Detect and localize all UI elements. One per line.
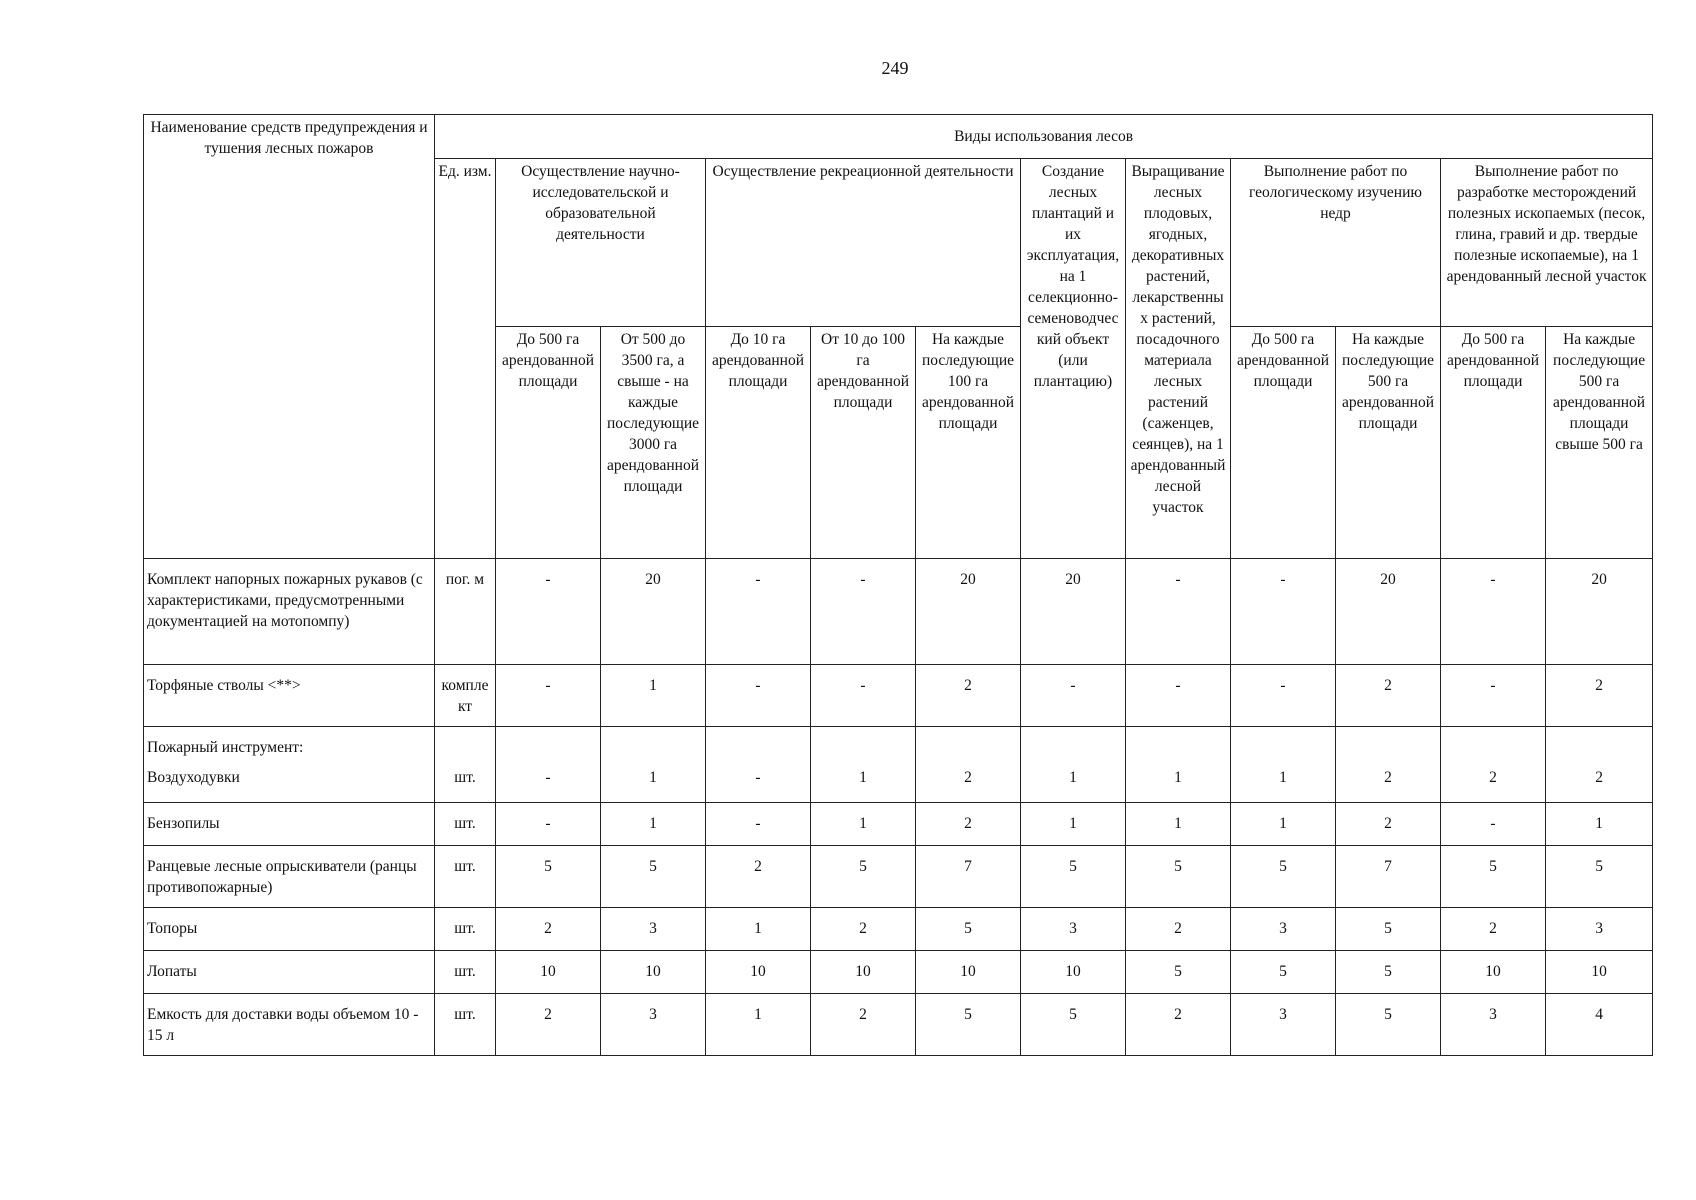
table-cell: - (1441, 803, 1546, 846)
table-cell: - (496, 765, 601, 803)
group-growing-header: Выращивание лесных плодовых, ягодных, декоративных растений, лекарственных растений, посадочного материала лесных растений (саженцев, сеянцев), на 1 арендованный лесной участок (1126, 159, 1231, 559)
table-cell: 3 (601, 908, 706, 951)
table-cell: 2 (916, 765, 1021, 803)
row-name: Емкость для доставки воды объемом 10 - 15 л (144, 994, 435, 1056)
table-cell: 1 (706, 994, 811, 1056)
table-cell: 3 (1231, 908, 1336, 951)
row-name: Топоры (144, 908, 435, 951)
table-cell: 2 (1546, 665, 1653, 727)
table-cell: 2 (811, 908, 916, 951)
table-cell: 4 (1546, 994, 1653, 1056)
table-cell: 2 (1441, 908, 1546, 951)
table-cell: - (811, 559, 916, 665)
table-cell: 20 (1021, 559, 1126, 665)
table-cell: - (1441, 559, 1546, 665)
table-cell: 5 (1126, 846, 1231, 908)
table-cell: - (1126, 665, 1231, 727)
table-cell: 2 (496, 908, 601, 951)
uses-title-header: Виды использования лесов (435, 115, 1653, 159)
table-cell: 5 (1021, 994, 1126, 1056)
table-cell: 1 (811, 803, 916, 846)
table-cell: 2 (1546, 765, 1653, 803)
group-mining-header: Выполнение работ по разработке месторождений полезных ископаемых (песок, глина, гравий и др. твердые полезные ископаемые), на 1 арендованный лесной участок (1441, 159, 1653, 327)
table-cell: 1 (811, 765, 916, 803)
header-row-1 (144, 115, 1653, 159)
row-name: Воздуходувки (144, 765, 435, 803)
table-cell: 5 (496, 846, 601, 908)
row-name: Лопаты (144, 951, 435, 994)
table-cell: 3 (1021, 908, 1126, 951)
table-cell: 20 (1336, 559, 1441, 665)
table-cell (1546, 727, 1653, 765)
table-row (144, 765, 1653, 803)
table-cell: 2 (1441, 765, 1546, 803)
table-cell: - (706, 765, 811, 803)
table-cell: - (706, 803, 811, 846)
row-unit: шт. (435, 908, 496, 951)
table-cell: 2 (811, 994, 916, 1056)
table-cell: 5 (1336, 951, 1441, 994)
table-cell (435, 727, 496, 765)
table-cell: 3 (1231, 994, 1336, 1056)
table-cell: 20 (601, 559, 706, 665)
table-cell: - (1126, 559, 1231, 665)
name-column-header: Наименование средств предупреждения и тушения лесных пожаров (144, 115, 435, 559)
row-unit: шт. (435, 994, 496, 1056)
sub-recreation-c-header: На каждые последующие 100 га арендованной площади (916, 327, 1021, 559)
group-science-header: Осуществление научно-исследовательской и образовательной деятельности (496, 159, 706, 327)
table-cell: 5 (811, 846, 916, 908)
group-recreation-header: Осуществление рекреационной деятельности (706, 159, 1021, 327)
table-row (144, 803, 1653, 846)
table-cell: 2 (916, 803, 1021, 846)
table-cell: 20 (916, 559, 1021, 665)
table-row (144, 665, 1653, 727)
table-cell: 2 (496, 994, 601, 1056)
table-cell: 1 (1231, 803, 1336, 846)
table-cell: - (1021, 665, 1126, 727)
table-cell: 3 (601, 994, 706, 1056)
sub-mining-a-header: До 500 га арендованной площади (1441, 327, 1546, 559)
table-row (144, 727, 1653, 765)
table-cell (706, 727, 811, 765)
table-cell: 1 (1546, 803, 1653, 846)
table-cell: 1 (601, 765, 706, 803)
table-cell (496, 727, 601, 765)
table-cell: - (1231, 665, 1336, 727)
table-cell: 5 (601, 846, 706, 908)
table-row (144, 846, 1653, 908)
table-cell: 2 (1336, 665, 1441, 727)
table-cell: 5 (1021, 846, 1126, 908)
table-cell: 3 (1546, 908, 1653, 951)
table-cell: - (1441, 665, 1546, 727)
table-cell: 10 (706, 951, 811, 994)
row-group-heading: Пожарный инструмент: (144, 727, 435, 765)
row-unit: шт. (435, 951, 496, 994)
table-row (144, 559, 1653, 665)
sub-science-a-header: До 500 га арендованной площади (496, 327, 601, 559)
group-plantations-header: Создание лесных плантаций и их эксплуатация, на 1 селекционно-семеноводческий объект (или плантацию) (1021, 159, 1126, 559)
table-cell (1441, 727, 1546, 765)
table-cell: - (1231, 559, 1336, 665)
unit-column-header: Ед. изм. (435, 159, 496, 559)
forest-fire-equipment-table (143, 114, 1653, 1056)
table-cell: 10 (1021, 951, 1126, 994)
table-cell: 10 (1441, 951, 1546, 994)
table-cell: 5 (1231, 951, 1336, 994)
table-cell: 1 (1231, 765, 1336, 803)
table-row (144, 951, 1653, 994)
table-cell: 5 (1126, 951, 1231, 994)
table-cell: - (496, 665, 601, 727)
table-cell: 1 (1021, 803, 1126, 846)
table-cell: 2 (1126, 994, 1231, 1056)
table-cell (811, 727, 916, 765)
page-number: 249 (881, 58, 909, 78)
sub-geology-b-header: На каждые последующие 500 га арендованной площади (1336, 327, 1441, 559)
row-unit: комплект (435, 665, 496, 727)
table-cell: 5 (916, 994, 1021, 1056)
row-unit: шт. (435, 846, 496, 908)
table-cell: 1 (601, 665, 706, 727)
table-cell: 1 (601, 803, 706, 846)
table-row (144, 908, 1653, 951)
table-cell: 20 (1546, 559, 1653, 665)
row-unit: шт. (435, 765, 496, 803)
table-cell (1126, 727, 1231, 765)
table-cell: 1 (1126, 765, 1231, 803)
table-cell: 5 (916, 908, 1021, 951)
table-cell (601, 727, 706, 765)
table-cell: 7 (916, 846, 1021, 908)
table-cell: - (496, 803, 601, 846)
row-name: Бензопилы (144, 803, 435, 846)
table-cell: 10 (916, 951, 1021, 994)
table-row (144, 994, 1653, 1056)
row-name: Комплект напорных пожарных рукавов (с характеристиками, предусмотренными документацией на мотопомпу) (144, 559, 435, 665)
table-cell: 2 (706, 846, 811, 908)
table-cell: 1 (1126, 803, 1231, 846)
table-cell: 10 (601, 951, 706, 994)
sub-mining-b-header: На каждые последующие 500 га арендованной площади свыше 500 га (1546, 327, 1653, 559)
table-cell: 2 (1126, 908, 1231, 951)
table-cell (1231, 727, 1336, 765)
sub-recreation-b-header: От 10 до 100 га арендованной площади (811, 327, 916, 559)
table-cell (1021, 727, 1126, 765)
sub-science-b-header: От 500 до 3500 га, а свыше - на каждые последующие 3000 га арендованной площади (601, 327, 706, 559)
table-cell: 1 (1021, 765, 1126, 803)
row-name: Торфяные стволы <**> (144, 665, 435, 727)
row-name: Ранцевые лесные опрыскиватели (ранцы противопожарные) (144, 846, 435, 908)
table-cell: 5 (1441, 846, 1546, 908)
row-unit: шт. (435, 803, 496, 846)
table-cell: - (706, 559, 811, 665)
table-cell: 10 (811, 951, 916, 994)
table-cell: - (706, 665, 811, 727)
sub-geology-a-header: До 500 га арендованной площади (1231, 327, 1336, 559)
group-geology-header: Выполнение работ по геологическому изучению недр (1231, 159, 1441, 327)
table-cell: 5 (1546, 846, 1653, 908)
table-cell: 2 (1336, 765, 1441, 803)
table-cell: 5 (1231, 846, 1336, 908)
table-cell: 2 (916, 665, 1021, 727)
row-unit: пог. м (435, 559, 496, 665)
table-cell: - (811, 665, 916, 727)
table-cell: 3 (1441, 994, 1546, 1056)
table-cell: 2 (1336, 803, 1441, 846)
table-cell: 5 (1336, 994, 1441, 1056)
table-cell: 1 (706, 908, 811, 951)
table-cell: 10 (1546, 951, 1653, 994)
table-cell: 10 (496, 951, 601, 994)
sub-recreation-a-header: До 10 га арендованной площади (706, 327, 811, 559)
table-cell: 7 (1336, 846, 1441, 908)
table-cell (916, 727, 1021, 765)
table-cell: - (496, 559, 601, 665)
table-cell (1336, 727, 1441, 765)
table-cell: 5 (1336, 908, 1441, 951)
